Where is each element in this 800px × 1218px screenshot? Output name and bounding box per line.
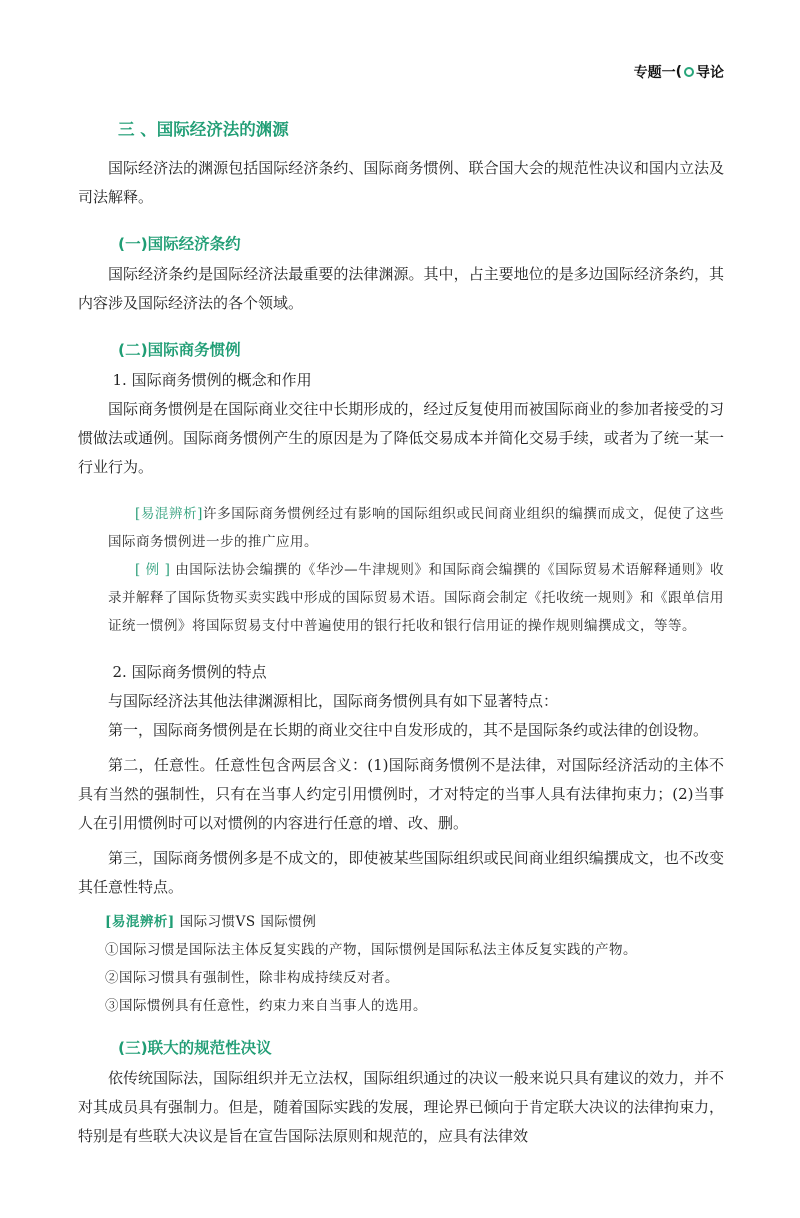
resolution-paragraph: 依传统国际法，国际组织并无立法权，国际组织通过的决议一般来说只具有建议的效力，并不对其成员具有强制力。但是，随着国际实践的发展，理论界已倾向于肯定联大决议的法律拘束力，特别是有些联大决议是旨在宣告国际法原则和规范的，应具有法律效: [78, 1069, 724, 1145]
custom-paragraph: 国际商务惯例是在国际商业交往中长期形成的，经过反复使用而被国际商业的参加者接受的习惯做法或通例。国际商务惯例产生的原因是为了降低交易成本并简化交易手续，或者为了统一某一行业行为。: [78, 400, 724, 476]
compare-block: [78, 908, 724, 1020]
section-intro: 国际经济法的渊源包括国际经济条约、国际商务惯例、联合国大会的规范性决议和国内立法及司法解释。: [78, 159, 724, 206]
header-subtitle: 导论: [696, 65, 724, 81]
note-text: 许多国际商务惯例经过有影响的国际组织或民间商业组织的编撰而成文，促使了这些国际商务惯例进一步的推广应用。: [108, 506, 724, 550]
sub-heading-features: 2. 国际商务惯例的特点: [112, 663, 267, 681]
compare-item: ③国际惯例具有任意性，约束力来自当事人的选用。: [105, 998, 427, 1014]
main-content: [78, 116, 724, 1151]
section-heading: 三 、国际经济法的渊源: [118, 120, 289, 139]
circle-dot-icon: [684, 67, 694, 77]
compare-heading: [78, 908, 724, 936]
subsection-heading-custom: (二)国际商务惯例: [118, 341, 241, 359]
subsection-heading-resolution: (三)联大的规范性决议: [118, 1039, 272, 1057]
example-paragraph: [108, 556, 724, 640]
note-tag: [易混辨析]: [135, 506, 203, 522]
compare-tag: [易混辨析]: [105, 914, 175, 930]
sub-heading-concept: 1. 国际商务惯例的概念和作用: [112, 371, 312, 389]
example-text: 由国际法协会编撰的《华沙—牛津规则》和国际商会编撰的《国际贸易术语解释通则》收录并解释了国际货物买卖实践中形成的国际贸易术语。国际商会制定《托收统一规则》和《跟单信用证统一惯例》将国际贸易支付中普遍使用的银行托收和银行信用证的操作规则编撰成文，等等。: [108, 562, 725, 634]
feature-third: 第三，国际商务惯例多是不成文的，即使被某些国际组织或民间商业组织编撰成文，也不改变其任意性特点。: [78, 849, 724, 896]
header-title: 专题一: [633, 65, 676, 81]
feature-second: 第二，任意性。任意性包含两层含义：(1)国际商务惯例不是法律，对国际经济活动的主体不具有当然的强制性，只有在当事人约定引用惯例时，才对特定的当事人具有法律拘束力；(2)当事人在引用惯例时可以对惯例的内容进行任意的增、改、删。: [78, 756, 724, 832]
example-tag: [ 例 ]: [135, 562, 171, 578]
compare-item: ①国际习惯是国际法主体反复实践的产物，国际惯例是国际私法主体反复实践的产物。: [105, 942, 637, 958]
feature-first: 第一，国际商务惯例是在长期的商业交往中自发形成的，其不是国际条约或法律的创设物。: [108, 721, 709, 739]
treaty-paragraph: 国际经济条约是国际经济法最重要的法律渊源。其中，占主要地位的是多边国际经济条约，其内容涉及国际经济法的各个领域。: [78, 265, 724, 312]
compare-title: 国际习惯VS 国际惯例: [179, 914, 317, 930]
features-lead: 与国际经济法其他法律渊源相比，国际商务惯例具有如下显著特点：: [108, 692, 559, 710]
subsection-heading-treaty: (一)国际经济条约: [118, 235, 241, 253]
running-header: [634, 62, 724, 82]
note-paragraph: [108, 500, 724, 556]
header-paren: (: [675, 64, 682, 80]
compare-item: ②国际习惯具有强制性，除非构成持续反对者。: [105, 970, 399, 986]
note-block: [108, 500, 724, 640]
